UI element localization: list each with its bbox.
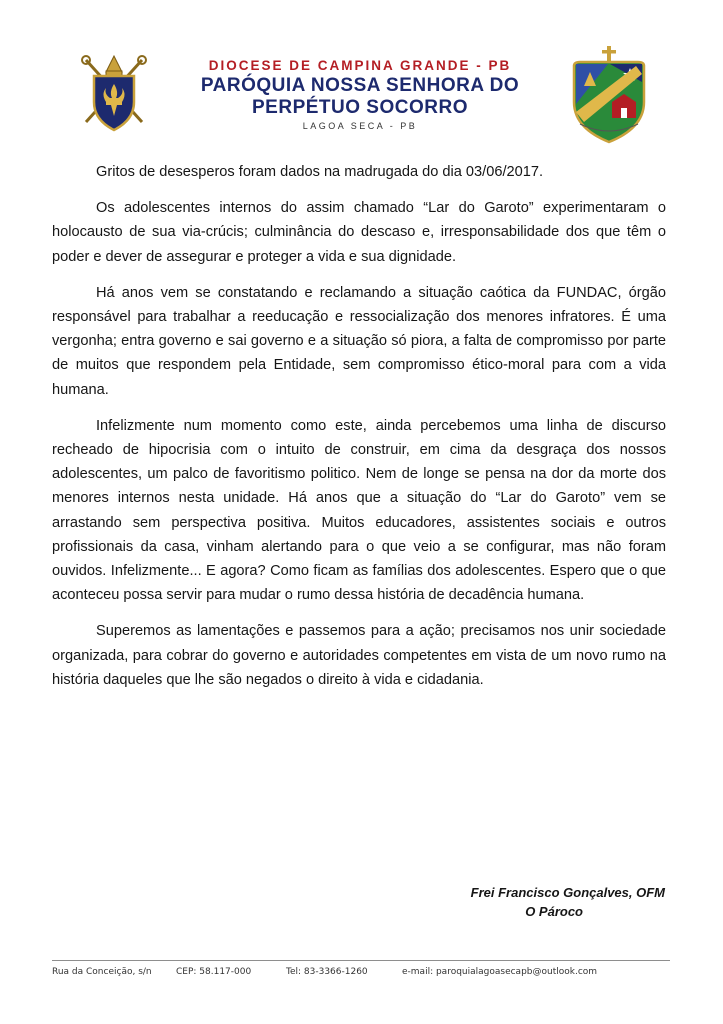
paragraph-5: Superemos as lamentações e passemos para a ação; precisamos nos unir sociedade organizada, para cobrar do governo e autoridades competentes em vista de um novo rumo na história daqueles que lhe são negados o direito à vida e cidadania. (52, 623, 666, 688)
paragraph-4: Infelizmente num momento como este, ainda percebemos uma linha de discurso recheado de hipocrisia com o intuito de construir, em cima da desgraça dos nossos adolescentes, um palco de favoritismo politico. Nem de longe se pensa na dor da morte dos menores internos nesta unidade. Há anos que a situação do “Lar do Garoto” vem se arrastando sem perspectiva positiva. Muitos educadores, assistentes sociais e outros profissionais da casa, vinham alertando para o que veio a se configurar, mas não foram ouvidos. Infelizmente... E agora? Como ficam as famílias dos adolescentes. Espero que o que aconteceu possa servir para mudar o rumo dessa história de decadência humana. (52, 417, 666, 604)
letter-body (52, 160, 666, 704)
paragraph-3: Há anos vem se constatando e reclamando a situação caótica da FUNDAC, órgão responsável para trabalhar a reeducação e ressocialização dos menores infratores. É uma vergonha; entra governo e sai governo e a situação só piora, a falta de compromisso por parte de muitos que respondem pela Entidade, sem compromisso ético-moral para com a vida humana. (52, 284, 666, 398)
diocese-title: DIOCESE DE CAMPINA GRANDE - PB (208, 58, 512, 73)
footer-cep: CEP: 58.117-000 (176, 967, 252, 977)
parish-city: LAGOA SECA - PB (302, 121, 418, 131)
parish-title-line1: PARÓQUIA NOSSA SENHORA DO (200, 75, 520, 96)
parish-coat-of-arms-icon (566, 46, 652, 146)
paragraph-1: Gritos de desesperos foram dados na madrugada do dia 03/06/2017. (96, 164, 544, 180)
parish-title-line2: PERPÉTUO SOCORRO (252, 97, 468, 118)
signature-role: O Pároco (525, 904, 583, 919)
footer-address: Rua da Conceição, s/n (52, 967, 152, 977)
signature-block (471, 883, 665, 921)
diocese-coat-of-arms-icon (76, 52, 152, 136)
footer-email: e-mail: paroquialagoasecapb@outlook.com (402, 967, 598, 977)
footer-phone: Tel: 83-3366-1260 (286, 967, 368, 977)
paragraph-2: Os adolescentes internos do assim chamado “Lar do Garoto” experimentaram o holocausto de sua via-crúcis; culminância do descaso e, irresponsabilidade dos que têm o poder e dever de assegurar e proteger a vida e sua dignidade. (52, 200, 666, 265)
signature-name: Frei Francisco Gonçalves, OFM (470, 885, 665, 900)
footer-divider (52, 960, 670, 961)
